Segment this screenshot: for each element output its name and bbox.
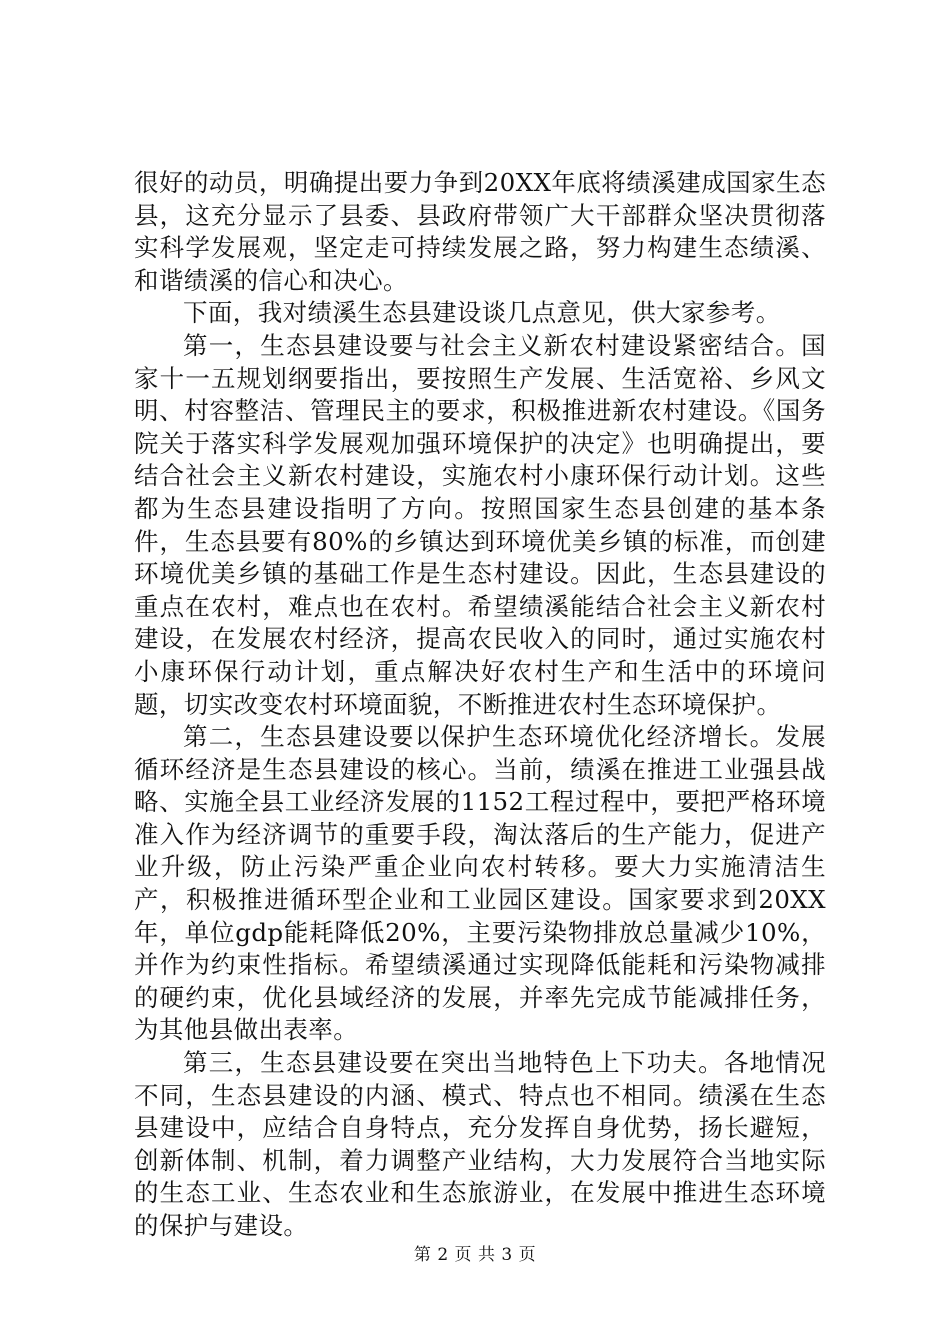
document-body	[134, 167, 826, 1243]
paragraph-point-three: 第三，生态县建设要在突出当地特色上下功夫。各地情况不同，生态县建设的内涵、模式、特点也不相同。绩溪在生态县建设中，应结合自身特点，充分发挥自身优势，扬长避短，创新体制、机制，着力调整产业结构，大力发展符合当地实际的生态工业、生态农业和生态旅游业，在发展中推进生态环境的保护与建设。	[134, 1048, 826, 1240]
paragraph-continuation: 很好的动员，明确提出要力争到20XX年底将绩溪建成国家生态县，这充分显示了县委、县政府带领广大干部群众坚决贯彻落实科学发展观，坚定走可持续发展之路，努力构建生态绩溪、和谐绩溪的信心和决心。	[134, 168, 826, 295]
paragraph-intro: 下面，我对绩溪生态县建设谈几点意见，供大家参考。	[183, 298, 781, 328]
paragraph-point-two: 第二，生态县建设要以保护生态环境优化经济增长。发展循环经济是生态县建设的核心。当前，绩溪在推进工业强县战略、实施全县工业经济发展的1152工程过程中，要把严格环境准入作为经济调节的重要手段，淘汰落后的生产能力，促进产业升级，防止污染严重企业向农村转移。要大力实施清洁生产，积极推进循环型企业和工业园区建设。国家要求到20XX年，单位gdp能耗降低20%，主要污染物排放总量减少10%，并作为约束性指标。希望绩溪通过实现降低能耗和污染物减排的硬约束，优化县域经济的发展，并率先完成节能减排任务，为其他县做出表率。	[134, 722, 826, 1045]
paragraph-point-one: 第一，生态县建设要与社会主义新农村建设紧密结合。国家十一五规划纲要指出，要按照生产发展、生活宽裕、乡风文明、村容整洁、管理民主的要求，积极推进新农村建设。《国务院关于落实科学发展观加强环境保护的决定》也明确提出，要结合社会主义新农村建设，实施农村小康环保行动计划。这些都为生态县建设指明了方向。按照国家生态县创建的基本条件，生态县要有80%的乡镇达到环境优美乡镇的标准，而创建环境优美乡镇的基础工作是生态村建设。因此，生态县建设的重点在农村，难点也在农村。希望绩溪能结合社会主义新农村建设，在发展农村经济，提高农民收入的同时，通过实施农村小康环保行动计划，重点解决好农村生产和生活中的环境问题，切实改变农村环境面貌，不断推进农村生态环境保护。	[134, 330, 826, 719]
page-number-footer: 第 2 页 共 3 页	[413, 1245, 537, 1265]
